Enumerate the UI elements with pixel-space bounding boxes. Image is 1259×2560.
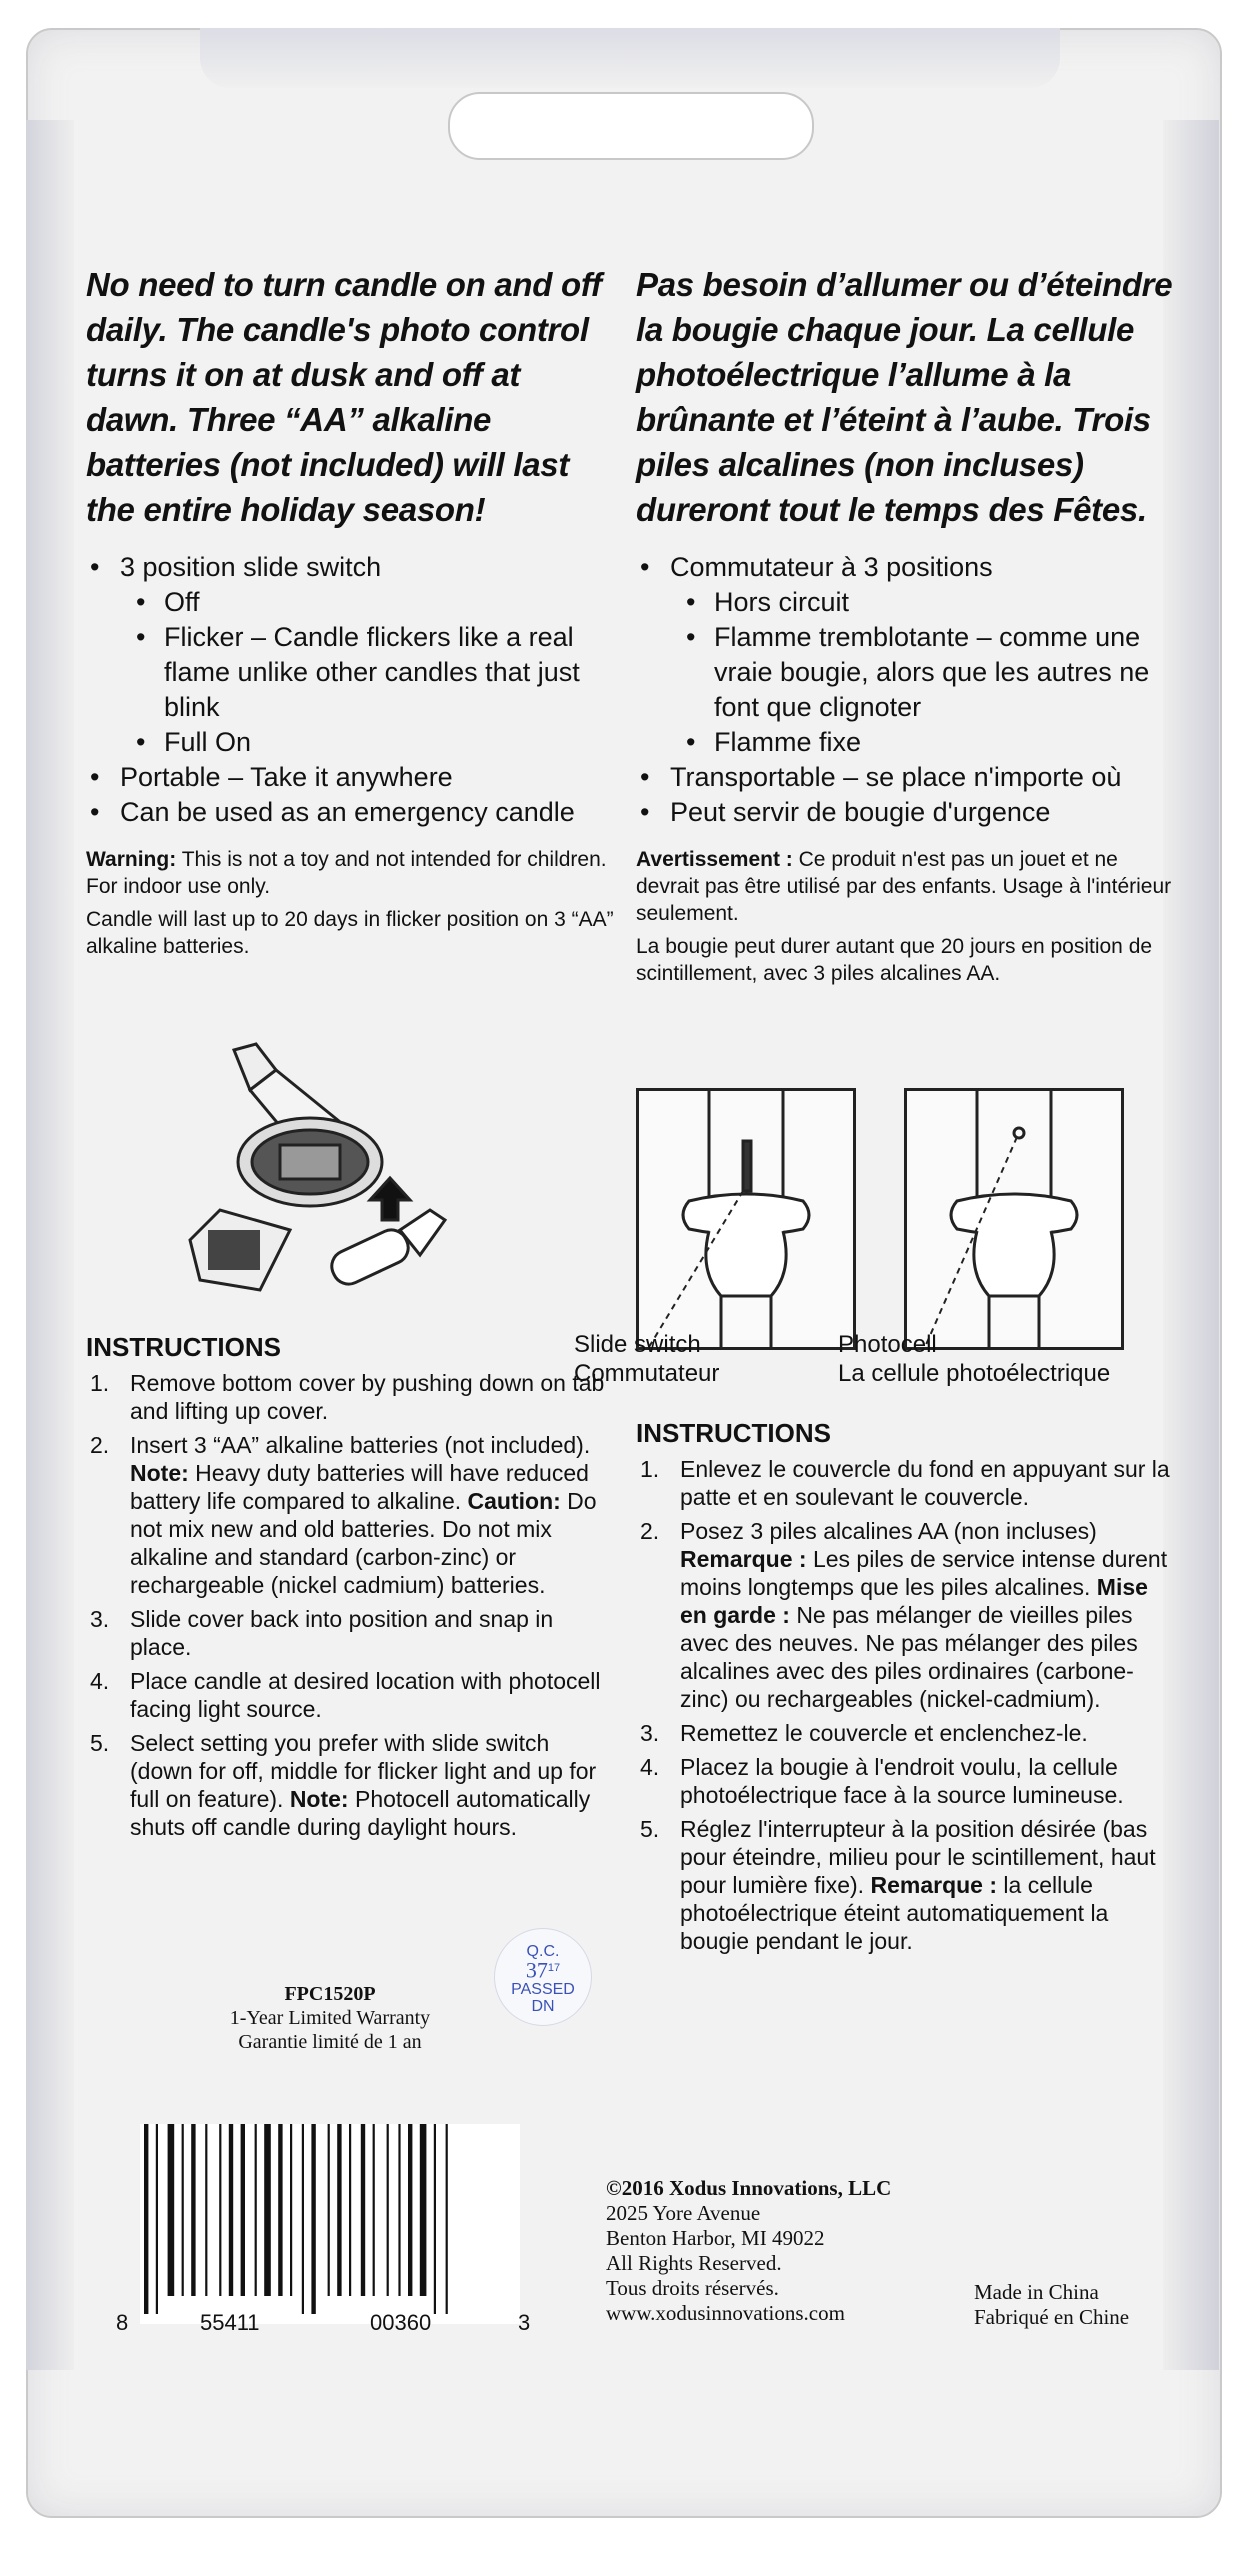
barcode	[140, 2124, 520, 2324]
feature-text: Can be used as an emergency candle	[120, 797, 575, 827]
feature-item	[86, 795, 616, 830]
caption-commutateur: Commutateur	[574, 1360, 720, 1387]
feature-subitem: • Flicker – Candle flickers like a real flame unlike other candles that just blink	[120, 620, 616, 725]
step-number: 3.	[640, 1720, 660, 1746]
feature-item	[636, 760, 1176, 795]
made-in-china: Made in China	[974, 2280, 1099, 2304]
feature-subitem: • Flamme tremblotante – comme une vraie bougie, alors que les autres ne font que clignoter	[670, 620, 1176, 725]
barcode-digit-check: 3	[518, 2310, 531, 2335]
step-caution-text: Do not mix new and old batteries. Do not mix alkaline and standard (carbon-zinc) or rechargeable (nickel cadmium) batteries.	[130, 1488, 597, 1598]
barcode-bar	[241, 2124, 245, 2296]
step-text: Place candle at desired location with photocell facing light source.	[130, 1668, 601, 1722]
step-caution-label: Caution:	[467, 1488, 561, 1514]
feature-item	[86, 550, 616, 760]
model-number: FPC1520P	[284, 1983, 376, 2005]
step-note-label: Note:	[289, 1786, 349, 1812]
barcode-bar	[408, 2124, 412, 2296]
qc-number: 37	[525, 1957, 548, 1983]
french-feature-list	[636, 550, 1176, 830]
warning-text: This is not a toy and not intended for children. For indoor use only.	[86, 848, 607, 898]
barcode-bar	[349, 2124, 351, 2296]
english-instructions	[86, 1332, 606, 1847]
barcode-bar	[290, 2124, 292, 2296]
feature-text: Transportable – se place n'importe où	[670, 762, 1122, 792]
instruction-step	[636, 1517, 1176, 1713]
company-address-2: Benton Harbor, MI 49022	[606, 2226, 825, 2250]
qc-passed-sticker	[494, 1928, 592, 2026]
barcode-bar	[337, 2124, 341, 2296]
slide-switch-caption	[574, 1330, 719, 1388]
french-warning	[636, 846, 1176, 987]
caption-slide-switch: Slide switch	[574, 1331, 701, 1358]
english-warning	[86, 846, 616, 960]
feature-sublist	[670, 585, 1176, 760]
french-column	[636, 262, 1176, 993]
barcode-bar	[398, 2124, 400, 2296]
barcode-bar	[387, 2124, 389, 2296]
barcode-bar	[302, 2124, 304, 2314]
hang-hole	[448, 92, 814, 160]
company-address-1: 2025 Yore Avenue	[606, 2201, 761, 2225]
step-number: 4.	[90, 1668, 110, 1694]
feature-subitem: • Full On	[120, 725, 616, 760]
instruction-step	[86, 1605, 606, 1661]
duration-text: Candle will last up to 20 days in flicker position on 3 “AA” alkaline batteries.	[86, 908, 614, 958]
slide-switch-inset	[636, 1088, 856, 1350]
instruction-step	[636, 1815, 1176, 1955]
step-note-text: Heavy duty batteries will have reduced battery life compared to alkaline.	[130, 1460, 589, 1514]
feature-text: 3 position slide switch	[120, 552, 382, 582]
step-text: Posez 3 piles alcalines AA (non incluses)	[680, 1518, 1097, 1544]
step-note-label: Remarque :	[870, 1872, 998, 1898]
step-number: 5.	[640, 1816, 660, 1842]
company-website: www.xodusinnovations.com	[606, 2301, 845, 2325]
warranty-block	[180, 1982, 480, 2054]
step-number: 1.	[640, 1456, 660, 1482]
english-instructions-title: INSTRUCTIONS	[86, 1332, 281, 1362]
caption-cellule: La cellule photoélectrique	[838, 1360, 1111, 1387]
qc-superscript: 17	[547, 1962, 561, 1974]
step-number: 1.	[90, 1370, 110, 1396]
avertissement-label: Avertissement :	[636, 848, 793, 871]
barcode-bar	[191, 2124, 195, 2296]
instruction-step	[636, 1753, 1176, 1809]
step-text: Slide cover back into position and snap in place.	[130, 1606, 554, 1660]
qc-passed: PASSED	[511, 1981, 575, 1999]
feature-text: Commutateur à 3 positions	[670, 552, 993, 582]
barcode-bar	[219, 2124, 221, 2296]
instruction-step	[86, 1369, 606, 1425]
french-steps-list	[636, 1455, 1176, 1955]
french-instructions-title: INSTRUCTIONS	[636, 1418, 831, 1448]
instruction-step	[86, 1729, 606, 1841]
feature-item	[86, 760, 616, 795]
barcode-bar	[446, 2124, 448, 2314]
barcode-bar	[264, 2124, 271, 2296]
english-headline: No need to turn candle on and off daily. The candle's photo control turns it on at dusk and off at dawn. Three “AA” alkaline batteries (not included) will last the entire holiday season!	[86, 266, 602, 528]
barcode-bar	[361, 2124, 365, 2296]
battery-installation-illustration	[180, 1030, 520, 1320]
barcode-bar	[373, 2124, 375, 2296]
english-feature-list	[86, 550, 616, 830]
step-text: Remove bottom cover by pushing down on tab and lifting up cover.	[130, 1370, 605, 1424]
origin-block	[974, 2280, 1129, 2330]
step-caution-text: Ne pas mélanger de vieilles piles avec des neuves. Ne pas mélanger des piles alcalines avec des piles ordinaires (carbone-zinc) ou rechargeables (nickel-cadmium).	[680, 1602, 1138, 1712]
company-name: ©2016 Xodus Innovations, LLC	[606, 2176, 892, 2200]
barcode-bar	[328, 2124, 330, 2296]
step-number: 5.	[90, 1730, 110, 1756]
barcode-digit-group-2: 00360	[370, 2310, 432, 2335]
feature-text: Portable – Take it anywhere	[120, 762, 453, 792]
warranty-english: 1-Year Limited Warranty	[229, 2007, 431, 2029]
step-caution-label: Mise en garde :	[680, 1574, 1148, 1628]
step-caution-text: Photocell automatically shuts off candle during daylight hours.	[130, 1786, 591, 1840]
barcode-bar	[278, 2124, 282, 2296]
barcode-digit-group-1: 55411	[200, 2310, 260, 2335]
step-note-label: Remarque :	[680, 1546, 807, 1572]
feature-text: Peut servir de bougie d'urgence	[670, 797, 1051, 827]
rights-english: All Rights Reserved.	[606, 2251, 782, 2275]
rights-french: Tous droits réservés.	[606, 2276, 779, 2300]
qc-label: Q.C.	[526, 1943, 560, 1960]
warranty-french: Garantie limité de 1 an	[238, 2031, 422, 2053]
step-number: 2.	[90, 1432, 110, 1458]
step-number: 3.	[90, 1606, 110, 1632]
avertissement-text: Ce produit n'est pas un jouet et ne devrait pas être utilisé par des enfants. Usage à l'intérieur seulement.	[636, 848, 1172, 925]
english-column	[86, 262, 616, 966]
qc-initials: DN	[531, 1998, 555, 2016]
barcode-bar	[168, 2124, 175, 2296]
fabrique-en-chine: Fabriqué en Chine	[974, 2305, 1130, 2329]
feature-sublist	[120, 585, 616, 760]
warning-label: Warning:	[86, 848, 177, 871]
step-number: 2.	[640, 1518, 660, 1544]
package-top-band	[200, 28, 1060, 88]
step-text: Placez la bougie à l'endroit voulu, la cellule photoélectrique face à la source lumineuse.	[680, 1754, 1124, 1808]
step-text: Insert 3 “AA” alkaline batteries (not included).	[130, 1432, 591, 1458]
french-instructions	[636, 1418, 1176, 1961]
photocell-inset	[904, 1088, 1124, 1350]
company-info	[606, 2176, 891, 2326]
step-note-text: Les piles de service intense durent moins longtemps que les piles alcalines.	[680, 1546, 1168, 1600]
instruction-step	[86, 1431, 606, 1599]
step-caution-text: la cellule photoélectrique éteint automatiquement la bougie pendant le jour.	[680, 1872, 1109, 1954]
barcode-bar	[144, 2124, 148, 2314]
feature-subitem: • Flamme fixe	[670, 725, 1176, 760]
step-text: Enlevez le couvercle du fond en appuyant sur la patte et en soulevant le couvercle.	[680, 1456, 1170, 1510]
caption-photocell: Photocell	[838, 1331, 937, 1358]
instruction-step	[636, 1455, 1176, 1511]
step-text: Remettez le couvercle et enclenchez-le.	[680, 1720, 1088, 1746]
barcode-digit-1: 8	[116, 2310, 129, 2335]
step-number: 4.	[640, 1754, 660, 1780]
instruction-step	[636, 1719, 1176, 1747]
feature-item	[636, 550, 1176, 760]
barcode-bar	[229, 2124, 233, 2296]
step-note-label: Note:	[130, 1460, 189, 1486]
feature-subitem: • Off	[120, 585, 616, 620]
instruction-step	[86, 1667, 606, 1723]
barcode-bar	[156, 2124, 158, 2314]
barcode-bar	[182, 2124, 184, 2296]
step-text: Réglez l'interrupteur à la position désirée (bas pour éteindre, milieu pour le scintillement, haut pour lumière fixe).	[680, 1816, 1156, 1898]
barcode-bar	[311, 2124, 315, 2314]
step-text: Select setting you prefer with slide switch (down for off, middle for flicker light and up for full on feature).	[130, 1730, 597, 1812]
barcode-bar	[255, 2124, 257, 2296]
photocell-caption	[838, 1330, 1110, 1388]
package-left-fold	[26, 120, 74, 2370]
english-steps-list	[86, 1369, 606, 1841]
photocell-diagram	[907, 1091, 1121, 1347]
slide-switch-diagram	[639, 1091, 853, 1347]
barcode-bar	[420, 2124, 427, 2296]
barcode-bar	[205, 2124, 207, 2296]
french-headline: Pas besoin d’allumer ou d’éteindre la bougie chaque jour. La cellule photoélectrique l’allume à la brûnante et l’éteint à l’aube. Trois piles alcalines (non incluses) dureront tout le temps des Fêtes.	[636, 266, 1173, 528]
feature-subitem: • Hors circuit	[670, 585, 1176, 620]
barcode-bars	[140, 2124, 520, 2314]
barcode-bar	[434, 2124, 436, 2314]
feature-item	[636, 795, 1176, 830]
duree-text: La bougie peut durer autant que 20 jours en position de scintillement, avec 3 piles alcalines AA.	[636, 935, 1153, 985]
